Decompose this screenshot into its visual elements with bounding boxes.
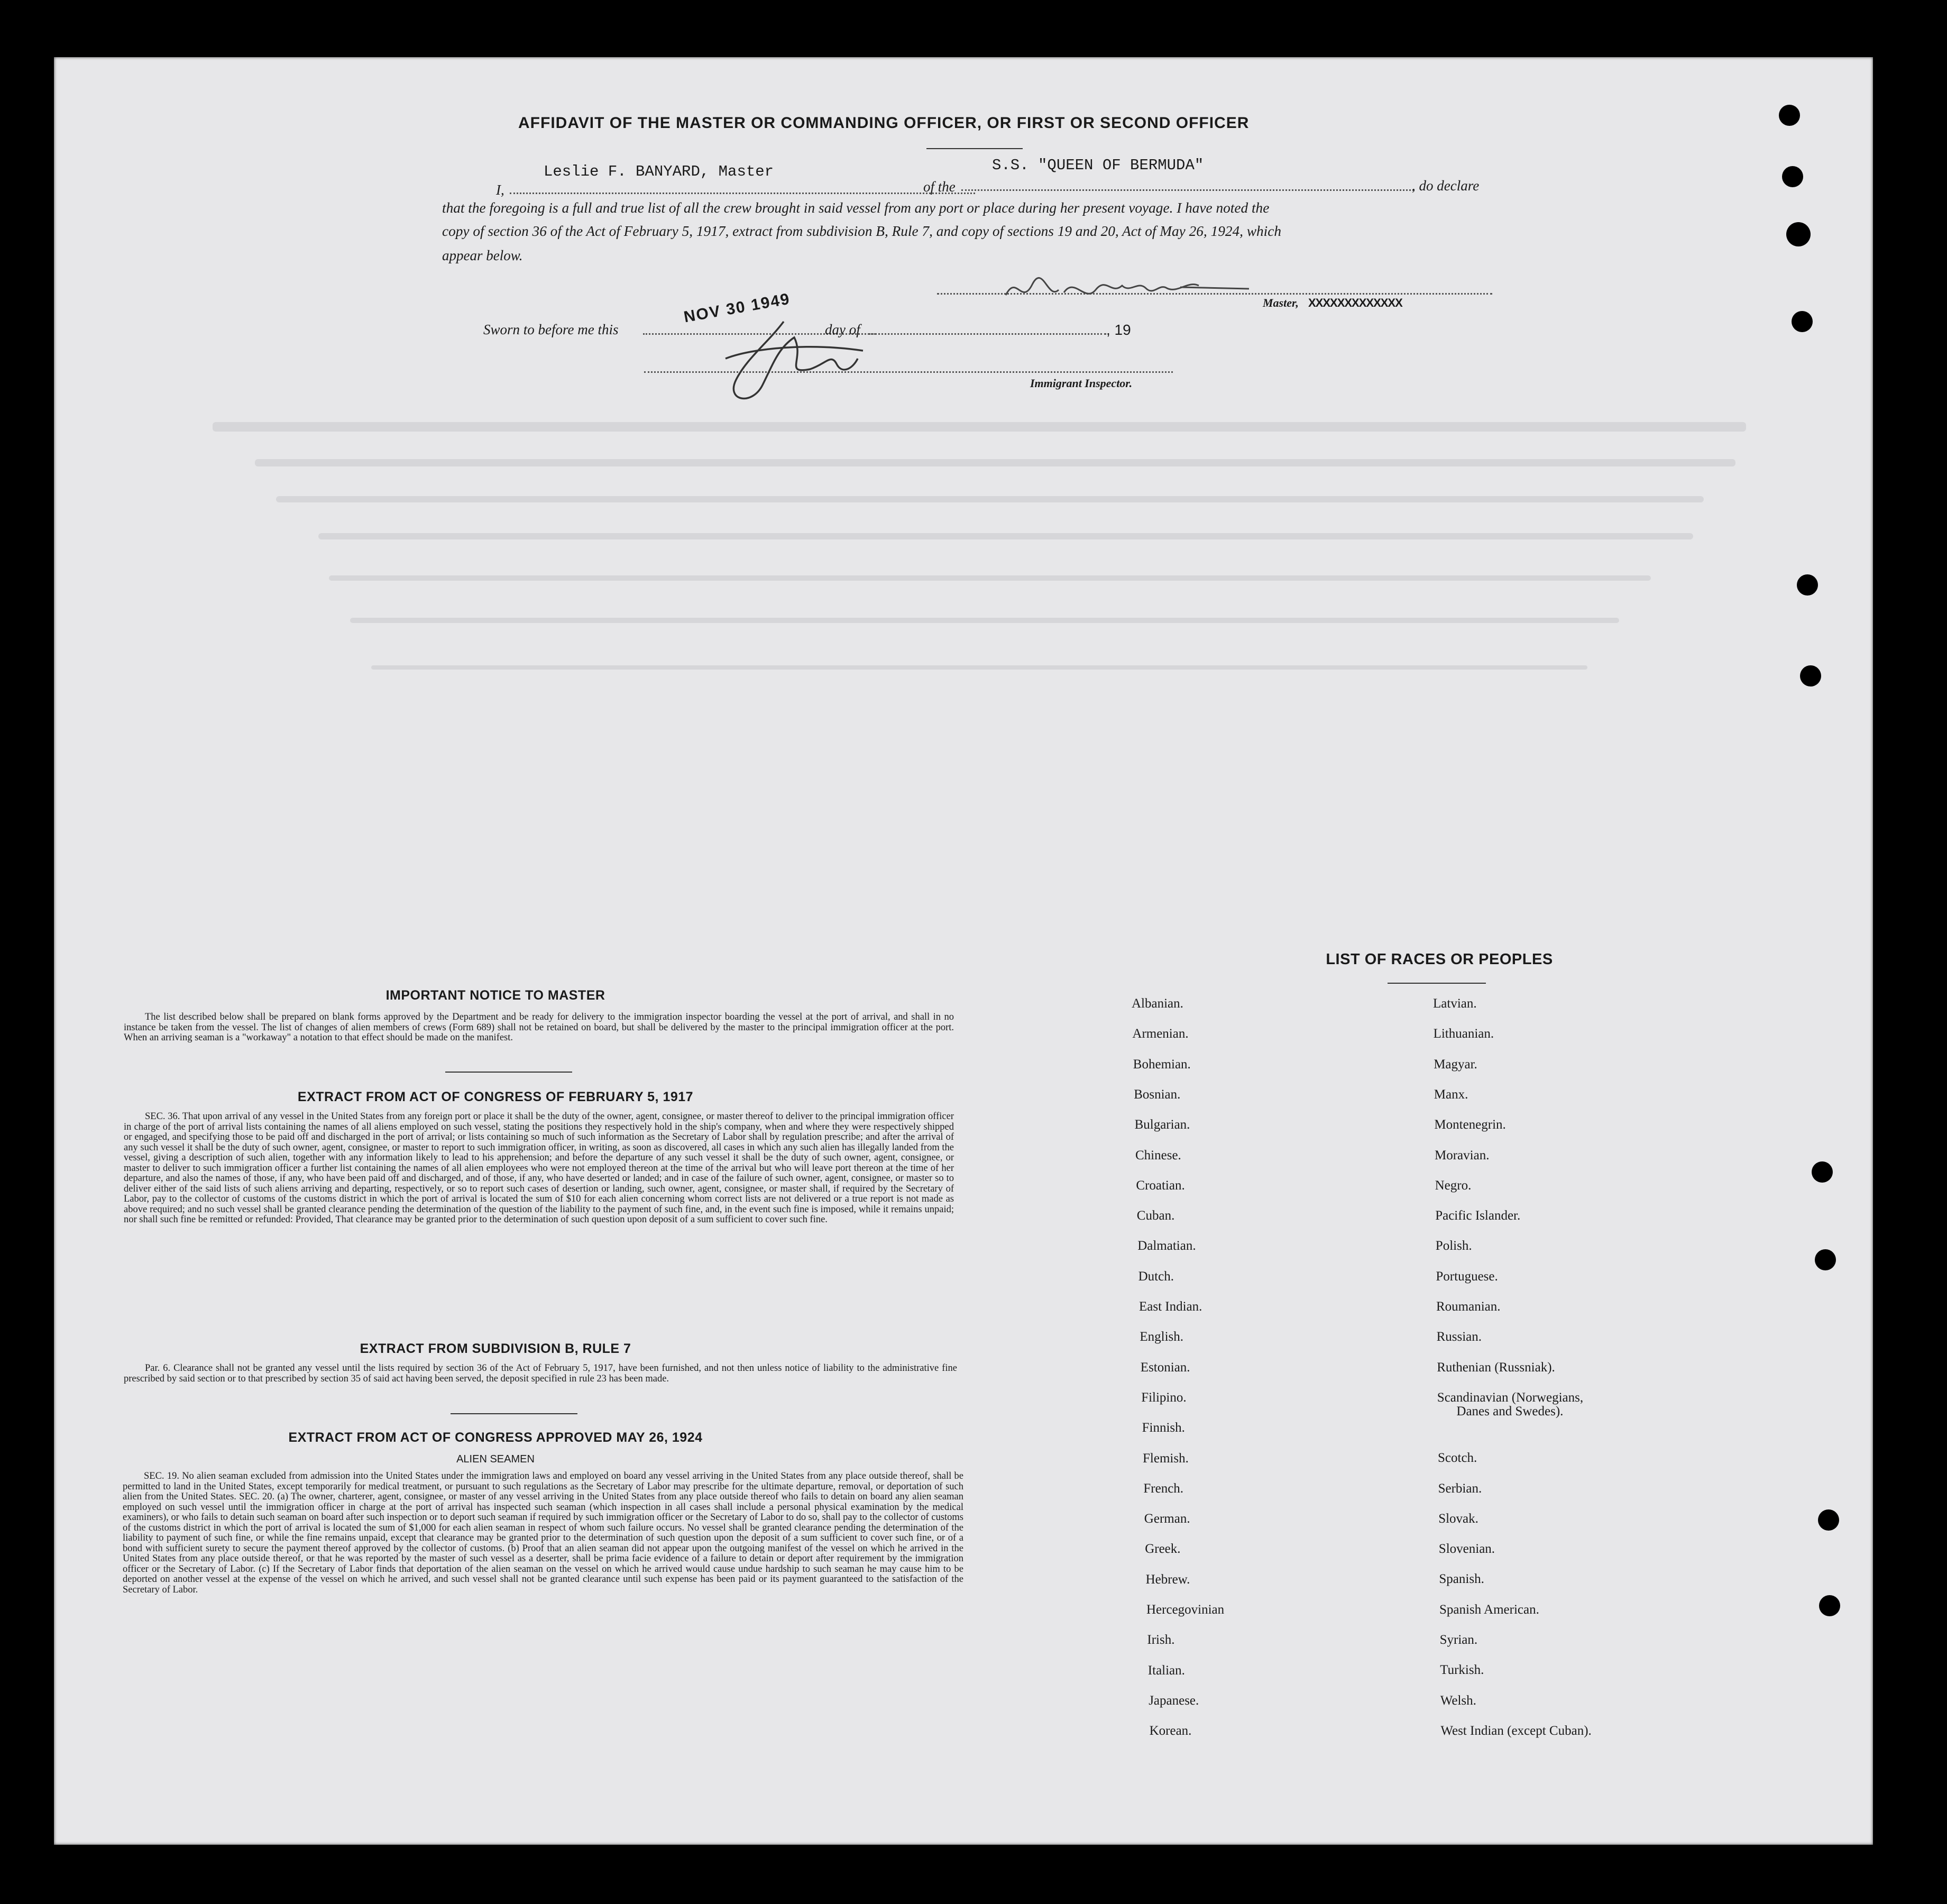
binder-hole [1815, 1249, 1836, 1270]
bleed-through-mark [329, 575, 1651, 581]
race-item: Chinese. [1135, 1148, 1181, 1162]
fill-line [510, 193, 975, 194]
race-item: Scotch. [1438, 1451, 1477, 1466]
inspector-signature [704, 300, 874, 417]
race-item: Negro. [1435, 1178, 1472, 1193]
bleed-through-mark [318, 533, 1693, 539]
master-signature [1000, 269, 1297, 311]
race-item: Armenian. [1132, 1027, 1189, 1041]
bleed-through-mark [371, 665, 1587, 670]
bleed-through-mark [213, 422, 1746, 432]
race-item: Estonian. [1140, 1360, 1190, 1375]
extract-1917-text: SEC. 36. That upon arrival of any vessel in the United States from any foreign port or place it shall be the duty of the owner, agent, consignee, or master thereof to deliver to the principal immigration officer in charge of the port of arrival lists containing the names of all aliens employed on such vessel, stating the positions they respectively hold in the ship's company, when and where they were respectively shipped or engaged, and specifying those to be paid off and discharged in the port of arrival; or lists containing so much of such information as the Secretary of Labor shall by regulation prescribe; and after the arrival of any such vessel it shall be the duty of such owner, agent, consignee, or master to report to such immigration officer, in writing, as soon as discovered, all cases in which any such alien has illegally landed from the vessel, giving a description of such alien, together with any information likely to lead to his apprehension; and before the departure of any such vessel it shall be the duty of such owner, agent, consignee, or master to deliver to such immigration officer a further list containing the names of all alien employees who were not employed thereon at the time of the arrival but who will leave port thereon at the time of her departure, and also the names of those, if any, who have been paid off and discharged, and of those, if any, who have deserted or landed; and in case of the failure of such owner, agent, consignee, or master so to deliver either of the said lists of such aliens arriving and departing, respectively, or so to report such cases of desertion or landing, such owner, agent, consignee, or master shall, if required by the Secretary of Labor, pay to the collector of customs of the customs district in which the port of arrival is located the sum of $10 for each alien concerning whom correct lists are not delivered or a true report is not made as above required; and no such vessel shall be granted clearance pending the determination of the question of the liability to the payment of such fine, and, in the event such fine is imposed, while it remains unpaid; nor shall such fine be remitted or refunded: Provided, That clearance may be granted prior to the determination of such question upon deposit of a sum sufficient to cover such fine. [124, 1111, 954, 1225]
race-item: Bohemian. [1133, 1057, 1191, 1072]
bleed-through-mark [255, 459, 1735, 466]
race-item: Slovak. [1438, 1511, 1478, 1526]
rule-7-text: Par. 6. Clearance shall not be granted any vessel until the lists required by section 36 of the Act of February 5, 1917, have been furnished, and not then unless notice of liability to the administrative fine prescribed by said section or to that prescribed by section 35 of said act having been served, the deposit specified in rule 23 has been made. [124, 1363, 957, 1384]
binder-hole [1797, 574, 1818, 596]
race-item: German. [1144, 1512, 1190, 1526]
race-item: Danes and Swedes). [1456, 1404, 1564, 1418]
race-item: Filipino. [1141, 1390, 1187, 1405]
race-item: Turkish. [1440, 1663, 1484, 1678]
declarant-name: Leslie F. BANYARD, Master [544, 163, 774, 180]
race-item: Dutch. [1138, 1269, 1174, 1284]
declaration-line-3: copy of section 36 of the Act of February 5, 1917, extract from subdivision B, Rule 7, and copy of sections 19 and 20, Act of May 26, 1924, which [442, 223, 1282, 239]
race-item: Lithuanian. [1433, 1027, 1494, 1041]
binder-hole [1812, 1161, 1833, 1183]
race-item: Moravian. [1435, 1148, 1490, 1162]
race-item: Finnish. [1142, 1421, 1185, 1435]
extract-1917-title: EXTRACT FROM ACT OF CONGRESS OF FEBRUARY 5, 1917 [297, 1090, 694, 1104]
declaration-line-4: appear below. [442, 248, 523, 263]
races-title: LIST OF RACES OR PEOPLES [1326, 951, 1553, 968]
i-label: I, [496, 182, 504, 198]
race-item: Spanish American. [1439, 1602, 1539, 1617]
race-item: Syrian. [1439, 1633, 1478, 1647]
race-item: Bosnian. [1134, 1087, 1181, 1102]
race-item: Magyar. [1434, 1057, 1477, 1072]
divider [1388, 983, 1486, 984]
race-item: Ruthenian (Russniak). [1437, 1360, 1555, 1375]
struck-title: XXXXXXXXXXXXX [1308, 296, 1402, 309]
race-item: Latvian. [1433, 996, 1477, 1011]
race-item: Serbian. [1438, 1481, 1482, 1496]
affidavit-title: AFFIDAVIT OF THE MASTER OR COMMANDING OFFICER, OR FIRST OR SECOND OFFICER [518, 114, 1250, 132]
race-item: Hebrew. [1145, 1572, 1190, 1587]
do-declare: , do declare [1412, 178, 1480, 194]
fill-line [868, 333, 1106, 335]
inspector-label: Immigrant Inspector. [1030, 377, 1133, 390]
extract-1924-text: SEC. 19. No alien seaman excluded from admission into the United States under the immigration laws and employed on board any vessel arriving in the United States from any place outside thereof, shall be permitted to land in the United States, except temporarily for medical treatment, or pursuant to such regulations as the Secretary of Labor may prescribe for the ultimate departure, removal, or deportation of such alien from the United States. SEC. 20. (a) The owner, charterer, agent, consignee, or master of any vessel arriving in the United States from any place outside thereof who fails to detain on board any alien seaman employed on such vessel until the immigration officer in charge at the port of arrival has inspected such seaman (which inspection in all cases shall include a personal physical examination by the medical examiners), or who fails to detain such seaman on board after such inspection or to deport such seaman if required by such immigration officer or the Secretary of Labor to do so, shall pay to the collector of customs of the customs district in which the port of arrival is located the sum of $1,000 for each alien seaman in respect of whom such failure occurs. No vessel shall be granted clearance pending the determination of the liability to payment of such fine, or while the fine remains unpaid, except that clearance may be granted prior to the determination of such question upon the deposit of a sum sufficient to cover such fine, or of a bond with sufficient surety to secure the payment thereof approved by the collector of customs. (b) Proof that an alien seaman did not appear upon the outgoing manifest of the vessel on which he arrived in the United States from any place outside thereof, or that he was reported by the master of such vessel as a deserter, shall be prima facie evidence of a failure to detain or deport after requirement by the immigration officer or the Secretary of Labor. (c) If the Secretary of Labor finds that deportation of the alien seaman on the vessel on which he arrived would cause undue hardship to such seaman he may cause him to be deported on another vessel at the expense of the vessel on which he arrived, and such vessel shall not be granted clearance until such expense has been paid or its payment guaranteed to the satisfaction of the Secretary of Labor. [123, 1471, 963, 1595]
race-item: Manx. [1434, 1087, 1468, 1102]
binder-hole [1818, 1509, 1839, 1531]
race-item: Cuban. [1136, 1209, 1175, 1223]
race-item: Russian. [1436, 1330, 1482, 1344]
bleed-through-mark [350, 618, 1619, 623]
race-item: Slovenian. [1438, 1542, 1495, 1557]
master-title-label: Master, [1263, 296, 1299, 309]
declaration-line-2: that the foregoing is a full and true list of all the crew brought in said vessel from any port or place during her present voyage. I have noted the [442, 200, 1270, 216]
fill-line [961, 189, 1414, 191]
race-item: Welsh. [1440, 1693, 1476, 1708]
race-item: Polish. [1435, 1239, 1472, 1253]
race-item: Korean. [1149, 1724, 1192, 1738]
date-stamp: NOV 30 1949 [682, 290, 792, 326]
race-item: French. [1143, 1481, 1184, 1496]
divider [926, 148, 1023, 149]
race-item: Albanian. [1132, 996, 1183, 1011]
vessel-name: S.S. "QUEEN OF BERMUDA" [992, 157, 1204, 174]
binder-hole [1782, 166, 1803, 187]
race-item: English. [1140, 1330, 1184, 1344]
binder-hole [1819, 1595, 1840, 1616]
race-item: Roumanian. [1436, 1299, 1501, 1314]
race-item: Japanese. [1149, 1693, 1199, 1708]
extract-1924-subtitle: ALIEN SEAMEN [456, 1453, 535, 1465]
race-item: Hercegovinian [1146, 1603, 1225, 1617]
race-item: Irish. [1147, 1633, 1175, 1647]
race-item: Bulgarian. [1134, 1118, 1190, 1132]
race-item: West Indian (except Cuban). [1440, 1723, 1592, 1738]
race-item: Italian. [1147, 1663, 1185, 1678]
divider [451, 1413, 577, 1414]
divider [445, 1072, 572, 1073]
document-page [54, 57, 1873, 1845]
binder-hole [1800, 665, 1821, 686]
rule-7-title: EXTRACT FROM SUBDIVISION B, RULE 7 [360, 1341, 631, 1356]
day-of-label: day of [825, 322, 860, 337]
race-item: Scandinavian (Norwegians, [1437, 1390, 1584, 1405]
race-item: Pacific Islander. [1435, 1209, 1521, 1223]
year-prefix: , 19 [1106, 322, 1131, 338]
race-item: Flemish. [1143, 1451, 1189, 1466]
race-item: Greek. [1145, 1542, 1181, 1557]
binder-hole [1779, 105, 1800, 126]
bleed-through-mark [276, 496, 1704, 502]
notice-title: IMPORTANT NOTICE TO MASTER [385, 988, 605, 1003]
race-item: Portuguese. [1436, 1269, 1498, 1284]
race-item: Spanish. [1439, 1572, 1484, 1587]
race-item: East Indian. [1139, 1299, 1202, 1314]
binder-hole [1786, 222, 1811, 246]
of-the-label: of the [923, 179, 956, 195]
race-item: Montenegrin. [1434, 1118, 1506, 1132]
sworn-label: Sworn to before me this [483, 322, 619, 337]
binder-hole [1792, 311, 1813, 332]
notice-text: The list described below shall be prepared on blank forms approved by the Department and be ready for delivery to the immigration inspector boarding the vessel at the port of arrival, and shall in no instance be taken from the vessel. The list of changes of alien members of crews (Form 689) shall not be retained on board, but shall be delivered by the master to the principal immigration officer at the port. When an arriving seaman is a "workaway" a notation to that effect should be made on the manifest. [124, 1012, 954, 1043]
race-item: Croatian. [1136, 1178, 1185, 1193]
race-item: Dalmatian. [1137, 1239, 1196, 1253]
extract-1924-title: EXTRACT FROM ACT OF CONGRESS APPROVED MAY 26, 1924 [288, 1430, 703, 1445]
